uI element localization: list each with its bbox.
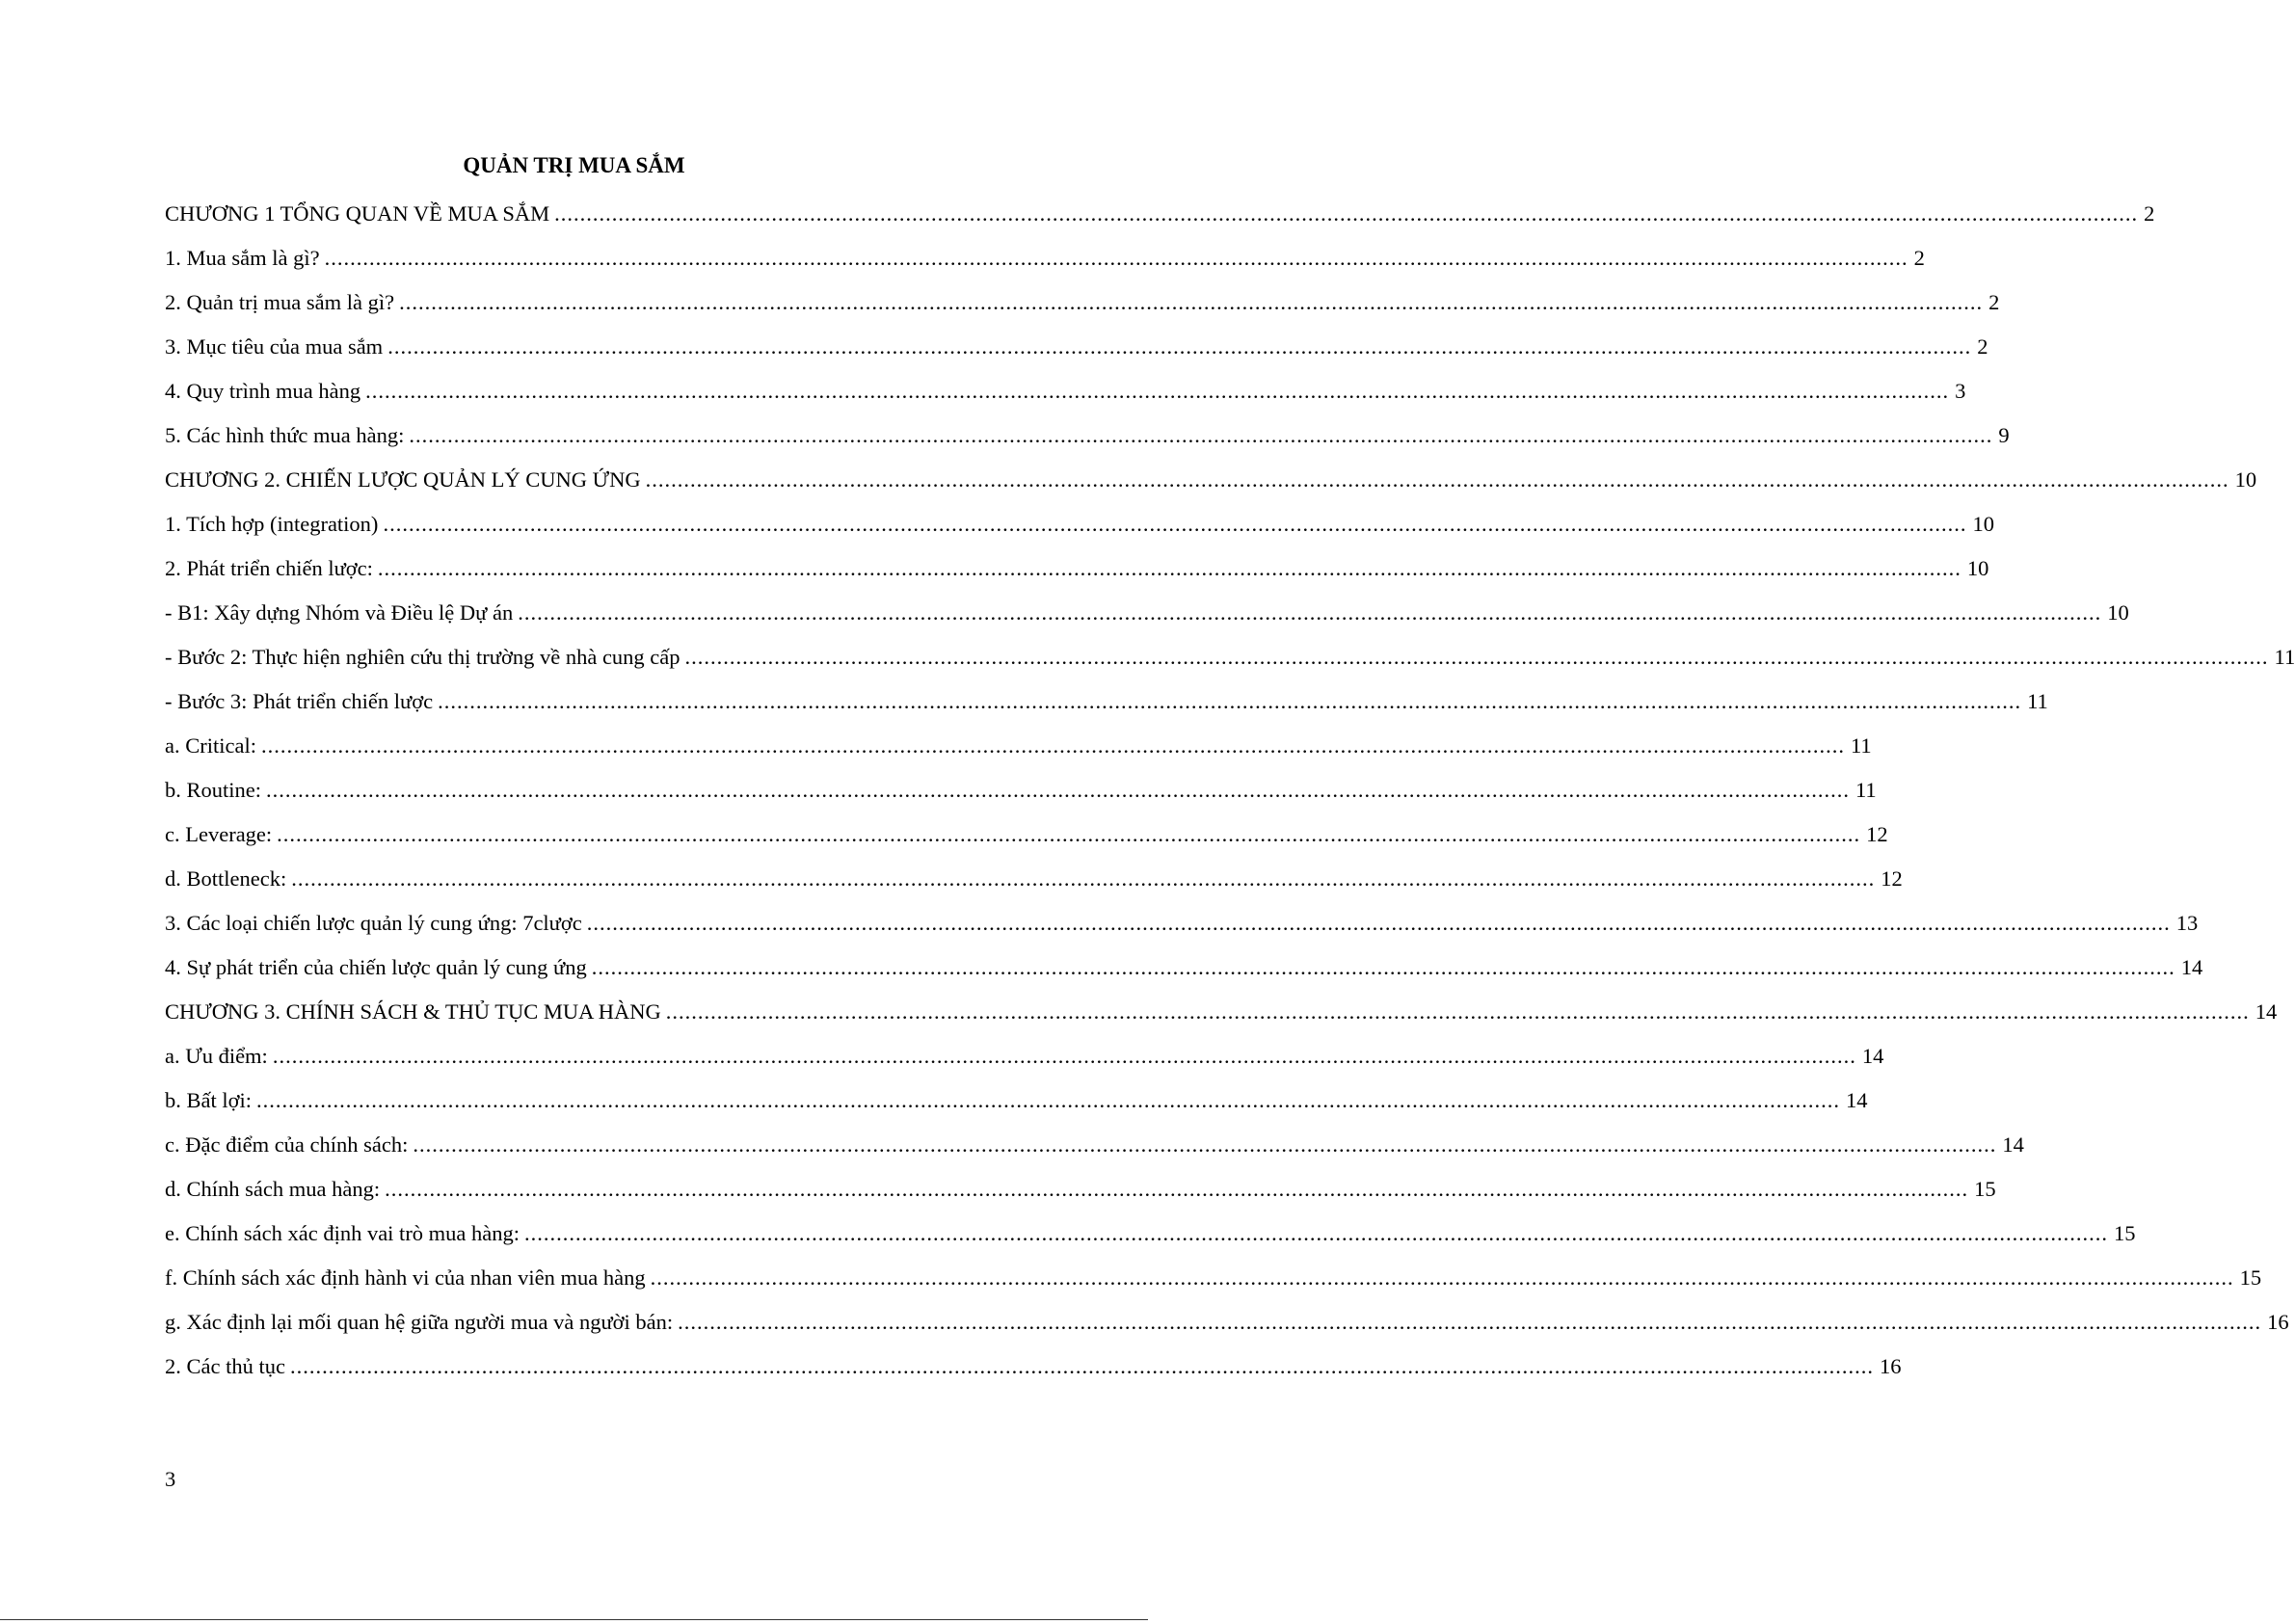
toc-entry-text: 2. Quản trị mua sắm là gì?	[165, 290, 395, 314]
toc-entry-text: b. Bất lợi:	[165, 1088, 253, 1112]
toc-entry[interactable]	[165, 1308, 2289, 1337]
toc-entry-text: 1. Mua sắm là gì?	[165, 246, 320, 270]
toc-entry[interactable]	[165, 865, 1903, 893]
toc-entry-text: e. Chính sách xác định vai trò mua hàng:	[165, 1221, 520, 1245]
toc-entry-text: c. Đặc điểm của chính sách:	[165, 1132, 409, 1157]
toc-leader-dots: ........................................................................................................................................................................................................................................................	[665, 999, 2250, 1024]
toc-entry-text: a. Ưu điểm:	[165, 1044, 268, 1068]
toc-leader-dots: ........................................................................................................................................................................................................................................................	[678, 1310, 2262, 1334]
toc-entry[interactable]	[165, 288, 2000, 317]
toc-entry[interactable]	[165, 643, 2295, 672]
toc-leader-dots: ........................................................................................................................................................................................................................................................	[365, 379, 1950, 403]
page-number: 3	[165, 1467, 176, 1491]
toc-entry-text: 2. Phát triển chiến lược:	[165, 556, 373, 580]
toc-leader-dots: ........................................................................................................................................................................................................................................................	[409, 423, 1993, 447]
toc-entry[interactable]	[165, 909, 2199, 938]
toc-entry-page: 11	[2027, 689, 2048, 713]
toc-leader-dots: ........................................................................................................................................................................................................................................................	[387, 334, 1972, 359]
footer-divider	[0, 1619, 1148, 1620]
toc-entry-text: 2. Các thủ tục	[165, 1354, 285, 1378]
toc-entry-text: c. Leverage:	[165, 822, 273, 846]
toc-entry[interactable]	[165, 599, 2129, 627]
toc-leader-dots: ........................................................................................................................................................................................................................................................	[524, 1221, 2109, 1245]
toc-entry[interactable]	[165, 1175, 1996, 1204]
toc-leader-dots: ........................................................................................................................................................................................................................................................	[645, 467, 2229, 492]
toc-entry-text: CHƯƠNG 2. CHIẾN LƯỢC QUẢN LÝ CUNG ỨNG	[165, 467, 641, 492]
toc-entry[interactable]	[165, 510, 1994, 539]
toc-leader-dots: ........................................................................................................................................................................................................................................................	[289, 1354, 1874, 1378]
toc-entry-text: 3. Các loại chiến lược quản lý cung ứng: 7clược	[165, 911, 582, 935]
toc-leader-dots: ........................................................................................................................................................................................................................................................	[518, 600, 2102, 625]
toc-entry-page: 13	[2175, 911, 2199, 935]
toc-leader-dots: ........................................................................................................................................................................................................................................................	[684, 645, 2269, 669]
toc-leader-dots: ........................................................................................................................................................................................................................................................	[324, 246, 1908, 270]
toc-leader-dots: ........................................................................................................................................................................................................................................................	[586, 911, 2171, 935]
toc-entry[interactable]	[165, 421, 2010, 450]
toc-leader-dots: ........................................................................................................................................................................................................................................................	[256, 1088, 1841, 1112]
toc-entry-text: - Bước 2: Thực hiện nghiên cứu thị trường về nhà cung cấp	[165, 645, 680, 669]
toc-entry-page: 11	[2274, 645, 2295, 669]
toc-leader-dots: ........................................................................................................................................................................................................................................................	[383, 512, 1967, 536]
toc-leader-dots: ........................................................................................................................................................................................................................................................	[260, 733, 1845, 758]
toc-leader-dots: ........................................................................................................................................................................................................................................................	[266, 778, 1850, 802]
toc-entry-text: d. Bottleneck:	[165, 866, 287, 891]
toc-entry[interactable]	[165, 244, 1925, 273]
toc-leader-dots: ........................................................................................................................................................................................................................................................	[399, 290, 1984, 314]
toc-leader-dots: ........................................................................................................................................................................................................................................................	[291, 866, 1876, 891]
toc-entry-text: f. Chính sách xác định hành vi của nhan viên mua hàng	[165, 1265, 646, 1290]
toc-entry[interactable]	[165, 687, 2048, 716]
document-title: QUẢN TRỊ MUA SẮM	[463, 153, 685, 177]
toc-entry-text: g. Xác định lại mối quan hệ giữa người mua và người bán:	[165, 1310, 674, 1334]
toc-entry-text: d. Chính sách mua hàng:	[165, 1177, 381, 1201]
toc-leader-dots: ........................................................................................................................................................................................................................................................	[272, 1044, 1856, 1068]
toc-entry-page: 12	[1881, 866, 1903, 891]
toc-entry-text: CHƯƠNG 1 TỔNG QUAN VỀ MUA SẮM	[165, 201, 550, 226]
toc-entry[interactable]	[165, 1131, 2024, 1159]
toc-entry-text: CHƯƠNG 3. CHÍNH SÁCH & THỦ TỤC MUA HÀNG	[165, 999, 661, 1024]
toc-entry-page: 10	[2234, 467, 2257, 492]
toc-entry-page: 2	[1977, 334, 1988, 359]
toc-entry-chapter-3[interactable]	[165, 998, 2278, 1026]
toc-entry-page: 2	[2144, 201, 2155, 226]
toc-entry-page: 15	[1974, 1177, 1996, 1201]
toc-entry[interactable]	[165, 1352, 1902, 1381]
toc-entry-text: a. Critical:	[165, 733, 256, 758]
toc-entry-page: 15	[2239, 1265, 2262, 1290]
toc-entry[interactable]	[165, 732, 1872, 760]
toc-entry-page: 10	[1972, 512, 1994, 536]
toc-entry[interactable]	[165, 1086, 1868, 1115]
toc-leader-dots: ........................................................................................................................................................................................................................................................	[650, 1265, 2234, 1290]
toc-entry-page: 12	[1866, 822, 1888, 846]
toc-entry-page: 11	[1855, 778, 1877, 802]
toc-entry-page: 16	[2267, 1310, 2289, 1334]
toc-entry-page: 2	[1913, 246, 1925, 270]
toc-leader-dots: ........................................................................................................................................................................................................................................................	[438, 689, 2022, 713]
toc-entry-page: 15	[2114, 1221, 2136, 1245]
toc-entry-page: 10	[1966, 556, 1989, 580]
toc-entry-page: 14	[2180, 955, 2203, 979]
toc-leader-dots: ........................................................................................................................................................................................................................................................	[377, 556, 1961, 580]
toc-leader-dots: ........................................................................................................................................................................................................................................................	[413, 1132, 1997, 1157]
toc-entry-text: 3. Mục tiêu của mua sắm	[165, 334, 384, 359]
toc-leader-dots: ........................................................................................................................................................................................................................................................	[385, 1177, 1969, 1201]
toc-entry-page: 11	[1850, 733, 1872, 758]
toc-entry-text: - Bước 3: Phát triển chiến lược	[165, 689, 434, 713]
toc-entry-chapter-2[interactable]	[165, 466, 2257, 494]
toc-entry-text: - B1: Xây dựng Nhóm và Điều lệ Dự án	[165, 600, 514, 625]
toc-entry-text: 4. Quy trình mua hàng	[165, 379, 361, 403]
toc-entry-page: 9	[1998, 423, 2010, 447]
toc-entry-page: 2	[1988, 290, 2000, 314]
toc-entry-page: 14	[1846, 1088, 1868, 1112]
toc-entry[interactable]	[165, 820, 1888, 849]
toc-entry-page: 14	[1861, 1044, 1884, 1068]
toc-entry-page: 3	[1955, 379, 1966, 403]
toc-entry-page: 14	[2002, 1132, 2024, 1157]
toc-entry-chapter-1[interactable]	[165, 200, 2155, 228]
toc-entry[interactable]	[165, 1219, 2136, 1248]
toc-entry-page: 16	[1879, 1354, 1902, 1378]
toc-entry[interactable]	[165, 1264, 2262, 1292]
toc-entry[interactable]	[165, 776, 1877, 805]
toc-entry-page: 10	[2107, 600, 2129, 625]
toc-entry-page: 14	[2255, 999, 2278, 1024]
toc-entry-text: 1. Tích hợp (integration)	[165, 512, 379, 536]
toc-entry-text: 5. Các hình thức mua hàng:	[165, 423, 405, 447]
toc-entry-text: b. Routine:	[165, 778, 261, 802]
toc-entry[interactable]	[165, 554, 1989, 583]
toc-entry-text: 4. Sự phát triển của chiến lược quản lý cung ứng	[165, 955, 587, 979]
toc-entry[interactable]	[165, 377, 1966, 406]
toc-leader-dots: ........................................................................................................................................................................................................................................................	[554, 201, 2139, 226]
toc-leader-dots: ........................................................................................................................................................................................................................................................	[591, 955, 2175, 979]
toc-entry[interactable]	[165, 1042, 1884, 1071]
toc-entry[interactable]	[165, 953, 2203, 982]
toc-leader-dots: ........................................................................................................................................................................................................................................................	[277, 822, 1861, 846]
toc-entry[interactable]	[165, 333, 1988, 361]
